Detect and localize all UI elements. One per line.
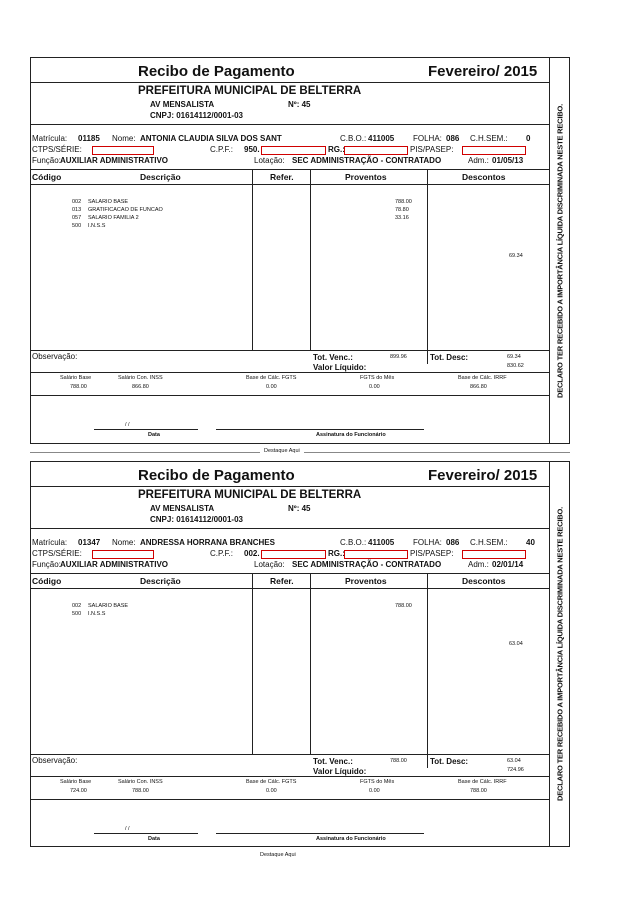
- divider: [30, 395, 549, 396]
- org-line2: AV MENSALISTA: [150, 100, 215, 109]
- pis-redaction: [462, 550, 526, 559]
- declaration-strip: [549, 461, 570, 847]
- ctps-redaction: [92, 550, 154, 559]
- item-code: 500: [72, 223, 82, 229]
- date-label: Data: [148, 836, 160, 842]
- declaration-strip: [549, 57, 570, 444]
- col-codigo: Código: [32, 576, 62, 586]
- col-proventos: Proventos: [345, 576, 387, 586]
- adm-value: 01/05/13: [492, 156, 524, 165]
- col-divider: [252, 169, 253, 350]
- salario-inss-value: 788.00: [132, 788, 149, 794]
- receipt-frame: [30, 461, 570, 847]
- item-code: 057: [72, 215, 82, 221]
- item-provento: 78.80: [395, 207, 409, 213]
- folha-value: 086: [446, 134, 460, 143]
- base-fgts-label: Base de Cálc. FGTS: [246, 779, 297, 785]
- ctps-redaction: [92, 146, 154, 155]
- rg-redaction: [344, 146, 408, 155]
- salario-inss-value: 866.80: [132, 384, 149, 390]
- divider: [30, 350, 549, 351]
- ctps-label: CTPS/SÉRIE:: [32, 145, 82, 154]
- cbo-value: 411005: [368, 538, 395, 547]
- tot-desc-label: Tot. Desc:: [430, 353, 469, 362]
- rg-label: RG.:: [328, 549, 345, 558]
- base-irrf-value: 866.80: [470, 384, 487, 390]
- org-number: Nº: 45: [288, 100, 311, 109]
- date-label: Data: [148, 432, 160, 438]
- pis-label: PIS/PASEP:: [410, 549, 454, 558]
- base-irrf-label: Base de Cálc. IRRF: [458, 779, 507, 785]
- salario-base-value: 788.00: [70, 384, 87, 390]
- observacao-label: Observação:: [32, 756, 78, 765]
- pis-label: PIS/PASEP:: [410, 145, 454, 154]
- divider: [30, 754, 549, 755]
- lotacao-value: SEC ADMINISTRAÇÃO - CONTRATADO: [292, 156, 442, 165]
- cpf-redaction: [261, 550, 326, 559]
- item-provento: 788.00: [395, 603, 412, 609]
- item-description: I.N.S.S: [88, 611, 106, 617]
- observacao-label: Observação:: [32, 352, 78, 361]
- divider: [30, 486, 549, 487]
- tot-desc-label: Tot. Desc:: [430, 757, 469, 766]
- item-code: 002: [72, 603, 82, 609]
- chsem-value: 40: [526, 538, 535, 547]
- signature-label: Assinatura do Funcionário: [316, 432, 386, 438]
- matricula-label: Matrícula:: [32, 134, 68, 143]
- col-proventos: Proventos: [345, 172, 387, 182]
- item-description: SALARIO BASE: [88, 199, 129, 205]
- signature-line: [216, 429, 424, 430]
- cpf-value: 002.: [244, 549, 260, 558]
- item-description: SALARIO BASE: [88, 603, 129, 609]
- funcao-label: Função:: [32, 156, 61, 165]
- base-irrf-value: 788.00: [470, 788, 487, 794]
- item-code: 002: [72, 199, 82, 205]
- valor-liquido-value: 830.62: [507, 363, 524, 369]
- divider: [30, 124, 549, 125]
- tot-venc-label: Tot. Venc.:: [313, 757, 353, 766]
- item-provento: 33.16: [395, 215, 409, 221]
- valor-liquido-label: Valor Líquido:: [313, 363, 367, 372]
- org-line2: AV MENSALISTA: [150, 504, 215, 513]
- cpf-value: 950.: [244, 145, 260, 154]
- funcao-label: Função:: [32, 560, 61, 569]
- folha-label: FOLHA:: [413, 538, 442, 547]
- receipt-month: Fevereiro/ 2015: [428, 63, 538, 80]
- item-desconto: 63.04: [509, 641, 523, 647]
- item-description: I.N.S.S: [88, 223, 106, 229]
- adm-value: 02/01/14: [492, 560, 524, 569]
- item-description: GRATIFICACAO DE FUNCAO: [88, 207, 163, 213]
- fgts-mes-label: FGTS do Mês: [360, 375, 395, 381]
- divider: [30, 799, 549, 800]
- receipt-title: Recibo de Pagamento: [138, 63, 295, 80]
- lotacao-value: SEC ADMINISTRAÇÃO - CONTRATADO: [292, 560, 442, 569]
- cut-label-bottom: Destaque Aqui: [260, 852, 296, 858]
- rg-redaction: [344, 550, 408, 559]
- matricula-value: 01347: [78, 538, 101, 547]
- col-divider: [427, 169, 428, 364]
- valor-liquido-value: 724.96: [507, 767, 524, 773]
- lotacao-label: Lotação:: [254, 560, 285, 569]
- signature-line: [216, 833, 424, 834]
- col-descricao: Descrição: [140, 576, 181, 586]
- fgts-mes-value: 0.00: [369, 788, 380, 794]
- declaration-text: DECLARO TER RECEBIDO A IMPORTÂNCIA LÍQUIDA DISCRIMINADA NESTE RECIBO.: [555, 103, 565, 398]
- cut-label: Destaque Aqui: [260, 448, 304, 454]
- folha-label: FOLHA:: [413, 134, 442, 143]
- item-desconto: 69.34: [509, 253, 523, 259]
- tot-venc-value: 788.00: [390, 758, 407, 764]
- nome-value: ANTONIA CLAUDIA SILVA DOS SANT: [140, 134, 282, 143]
- signature-label: Assinatura do Funcionário: [316, 836, 386, 842]
- divider: [30, 82, 549, 83]
- salario-base-value: 724.00: [70, 788, 87, 794]
- fgts-mes-value: 0.00: [369, 384, 380, 390]
- cbo-label: C.B.O.:: [340, 134, 367, 143]
- funcao-value: AUXILIAR ADMINISTRATIVO: [60, 560, 168, 569]
- org-name: PREFEITURA MUNICIPAL DE BELTERRA: [138, 489, 362, 501]
- col-refer: Refer.: [270, 172, 294, 182]
- nome-label: Nome:: [112, 538, 136, 547]
- date-line: [94, 429, 198, 430]
- chsem-value: 0: [526, 134, 531, 143]
- item-code: 013: [72, 207, 82, 213]
- col-descontos: Descontos: [462, 172, 506, 182]
- chsem-label: C.H.SEM.:: [470, 538, 508, 547]
- base-irrf-label: Base de Cálc. IRRF: [458, 375, 507, 381]
- date-slashes: / /: [125, 826, 130, 832]
- col-divider: [310, 169, 311, 350]
- matricula-label: Matrícula:: [32, 538, 68, 547]
- receipt-2: [30, 461, 570, 847]
- divider: [30, 169, 549, 170]
- col-refer: Refer.: [270, 576, 294, 586]
- cbo-value: 411005: [368, 134, 395, 143]
- receipt-frame: [30, 57, 570, 444]
- adm-label: Adm.:: [468, 560, 489, 569]
- item-provento: 788.00: [395, 199, 412, 205]
- col-divider: [252, 573, 253, 754]
- divider: [30, 588, 549, 589]
- tot-desc-value: 69.34: [507, 354, 521, 360]
- chsem-label: C.H.SEM.:: [470, 134, 508, 143]
- col-codigo: Código: [32, 172, 62, 182]
- matricula-value: 01185: [78, 134, 100, 143]
- salario-inss-label: Salário Con. INSS: [118, 779, 163, 785]
- pis-redaction: [462, 146, 526, 155]
- salario-base-label: Salário Base: [60, 375, 92, 381]
- fgts-mes-label: FGTS do Mês: [360, 779, 395, 785]
- item-description: SALARIO FAMILIA 2: [88, 215, 139, 221]
- tot-desc-value: 63.04: [507, 758, 521, 764]
- lotacao-label: Lotação:: [254, 156, 285, 165]
- cpf-redaction: [261, 146, 326, 155]
- col-divider: [310, 573, 311, 754]
- cpf-label: C.P.F.:: [210, 145, 233, 154]
- org-name: PREFEITURA MUNICIPAL DE BELTERRA: [138, 85, 362, 97]
- base-fgts-value: 0.00: [266, 788, 277, 794]
- receipt-1: [30, 57, 570, 444]
- salario-inss-label: Salário Con. INSS: [118, 375, 163, 381]
- nome-value: ANDRESSA HORRANA BRANCHES: [140, 538, 275, 547]
- tot-venc-label: Tot. Venc.:: [313, 353, 353, 362]
- divider: [30, 372, 549, 373]
- divider: [30, 528, 549, 529]
- divider: [30, 184, 549, 185]
- valor-liquido-label: Valor Líquido:: [313, 767, 367, 776]
- receipt-title: Recibo de Pagamento: [138, 467, 295, 484]
- declaration-text: DECLARO TER RECEBIDO A IMPORTÂNCIA LÍQUIDA DISCRIMINADA NESTE RECIBO.: [555, 507, 565, 801]
- date-slashes: / /: [125, 422, 130, 428]
- org-number: Nº: 45: [288, 504, 311, 513]
- folha-value: 086: [446, 538, 460, 547]
- divider: [30, 573, 549, 574]
- base-fgts-label: Base de Cálc. FGTS: [246, 375, 297, 381]
- receipt-month: Fevereiro/ 2015: [428, 467, 538, 484]
- org-cnpj: CNPJ: 01614112/0001-03: [150, 515, 243, 524]
- nome-label: Nome:: [112, 134, 136, 143]
- ctps-label: CTPS/SÉRIE:: [32, 549, 82, 558]
- org-cnpj: CNPJ: 01614112/0001-03: [150, 111, 243, 120]
- divider: [30, 776, 549, 777]
- adm-label: Adm.:: [468, 156, 489, 165]
- col-descricao: Descrição: [140, 172, 181, 182]
- base-fgts-value: 0.00: [266, 384, 277, 390]
- rg-label: RG.:: [328, 145, 345, 154]
- tot-venc-value: 899.96: [390, 354, 407, 360]
- col-descontos: Descontos: [462, 576, 506, 586]
- cpf-label: C.P.F.:: [210, 549, 233, 558]
- date-line: [94, 833, 198, 834]
- salario-base-label: Salário Base: [60, 779, 92, 785]
- col-divider: [427, 573, 428, 768]
- cbo-label: C.B.O.:: [340, 538, 367, 547]
- funcao-value: AUXILIAR ADMINISTRATIVO: [60, 156, 168, 165]
- item-code: 500: [72, 611, 82, 617]
